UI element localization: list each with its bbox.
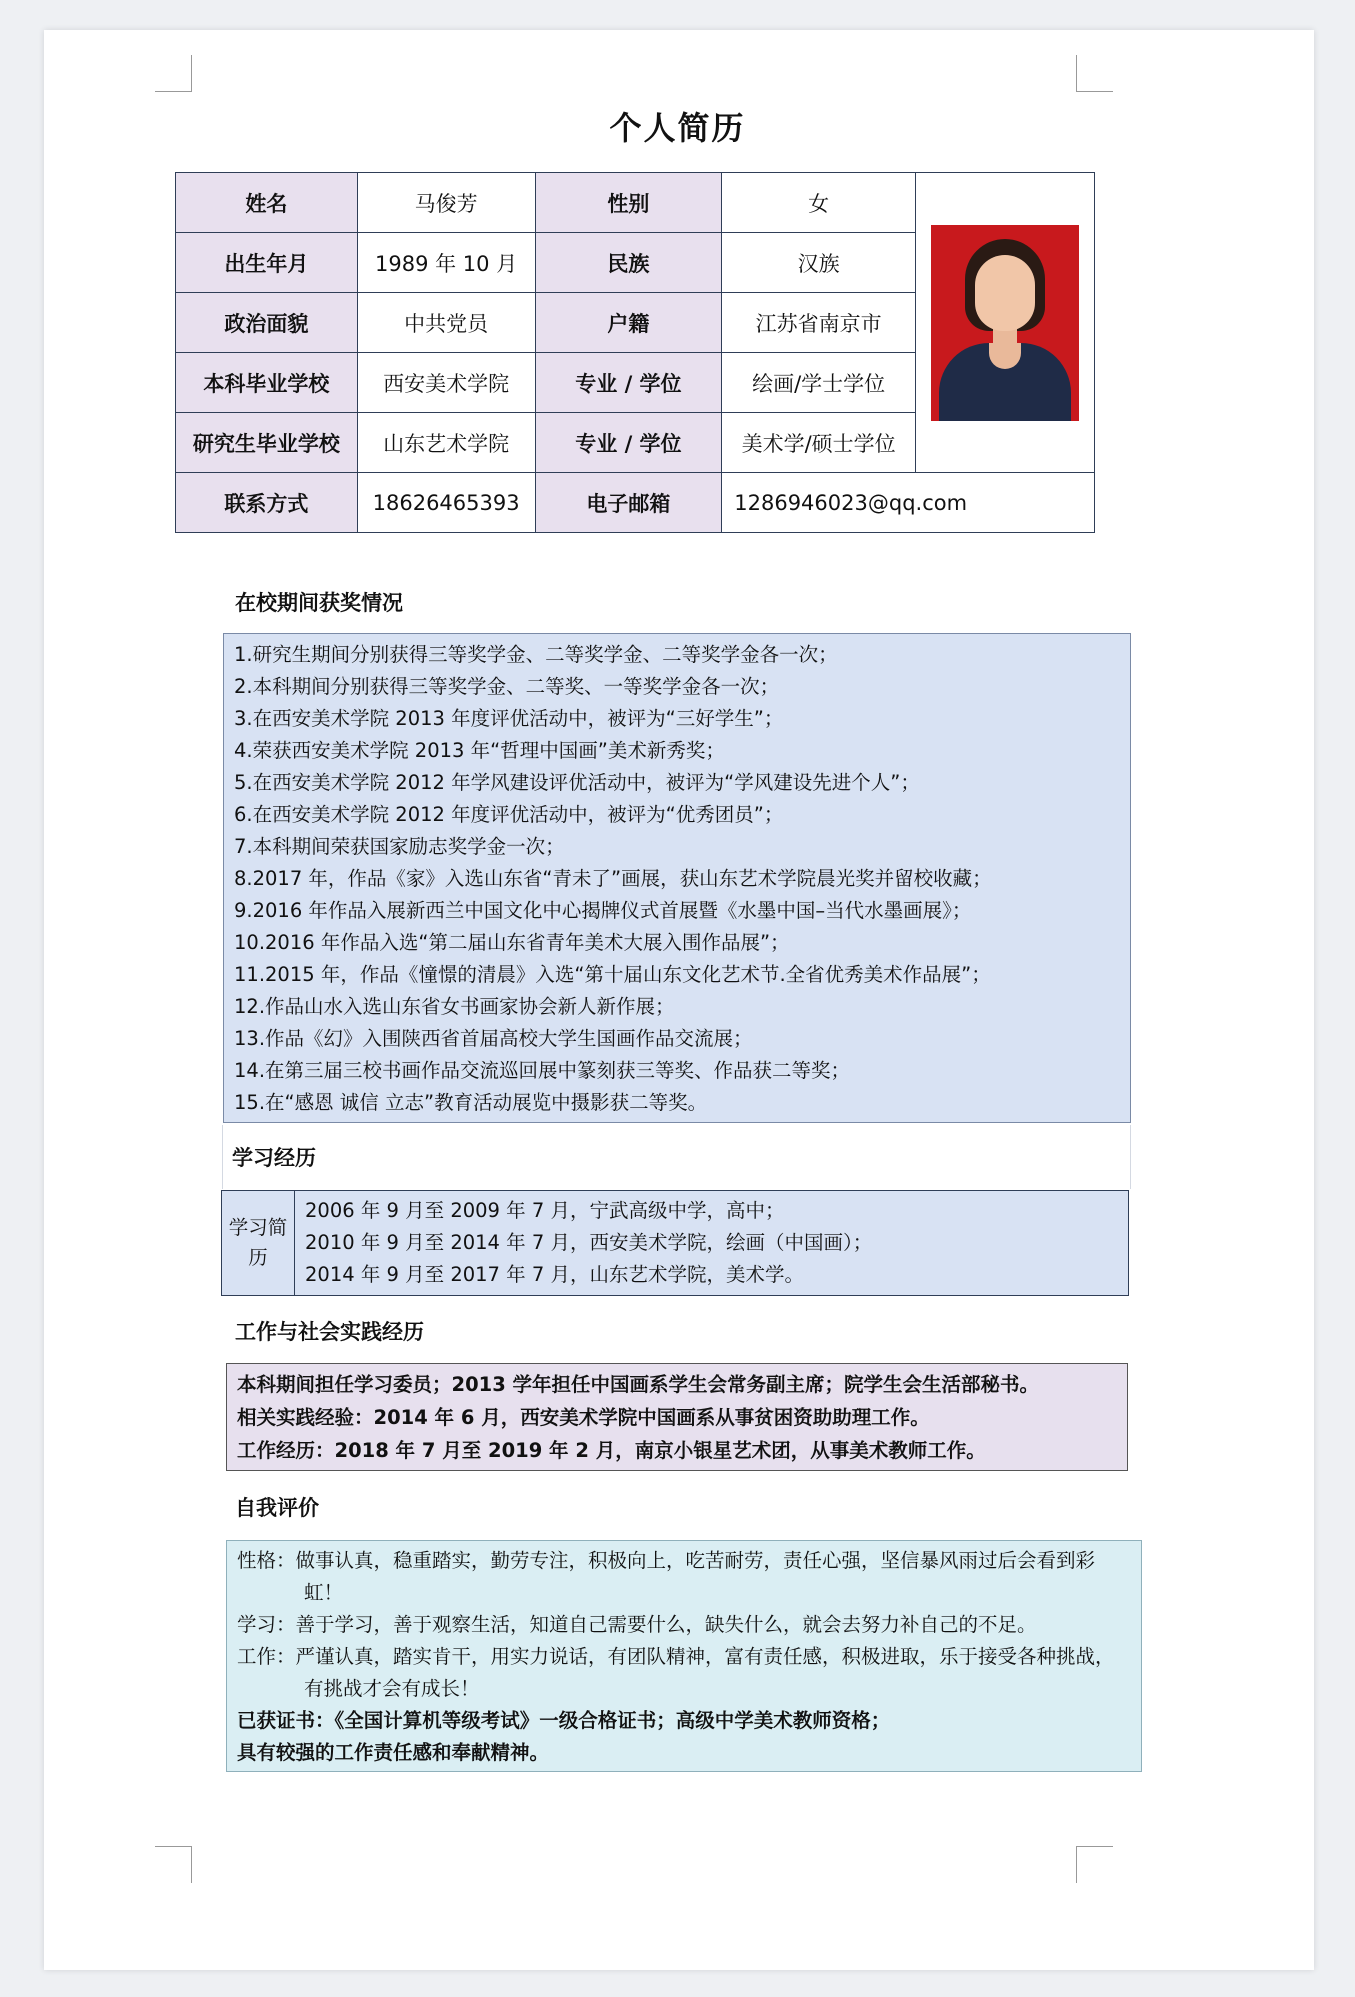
divider: [222, 1125, 223, 1189]
list-item: 15.在“感恩 诚信 立志”教育活动展览中摄影获二等奖。: [234, 1091, 708, 1114]
major2-value: 美术学/硕士学位: [722, 413, 916, 473]
study-section-title: 学习经历: [232, 1146, 316, 1170]
birth-value: 1989 年 10 月: [357, 233, 535, 293]
self-summary: 具有较强的工作责任感和奉献精神。: [237, 1741, 550, 1764]
self-eval-box: [226, 1540, 1142, 1772]
work-line: 本科期间担任学习委员；2013 学年担任中国画系学生会常务副主席；院学生会生活部秘书。: [237, 1373, 1040, 1396]
name-value: 马俊芳: [357, 173, 535, 233]
ethnic-label: 民族: [535, 233, 722, 293]
undergrad-label: 本科毕业学校: [176, 353, 358, 413]
awards-list: [223, 633, 1131, 1123]
divider: [1130, 1125, 1131, 1189]
contact-label: 联系方式: [176, 473, 358, 533]
political-label: 政治面貌: [176, 293, 358, 353]
political-value: 中共党员: [357, 293, 535, 353]
page-title: 个人简历: [609, 109, 746, 147]
list-item: 3.在西安美术学院 2013 年度评优活动中，被评为“三好学生”；: [234, 707, 784, 730]
work-experience-box: [226, 1363, 1128, 1471]
gender-label: 性别: [535, 173, 722, 233]
hukou-value: 江苏省南京市: [722, 293, 916, 353]
list-item: 2.本科期间分别获得三等奖学金、二等奖、一等奖学金各一次；: [234, 675, 780, 698]
hukou-label: 户籍: [535, 293, 722, 353]
list-item: 14.在第三届三校书画作品交流巡回展中篆刻获三等奖、作品获二等奖；: [234, 1059, 851, 1082]
ethnic-value: 汉族: [722, 233, 916, 293]
work-line: 相关实践经验：2014 年 6 月，西安美术学院中国画系从事贫困资助助理工作。: [237, 1406, 930, 1429]
personal-info-table: [175, 172, 1095, 533]
grad-label: 研究生毕业学校: [176, 413, 358, 473]
portrait-photo: [931, 225, 1079, 421]
list-item: 1.研究生期间分别获得三等奖学金、二等奖学金、二等奖学金各一次；: [234, 643, 838, 666]
list-item: 5.在西安美术学院 2012 年学风建设评优活动中，被评为“学风建设先进个人”；: [234, 771, 920, 794]
grad-value: 山东艺术学院: [357, 413, 535, 473]
email-value: 1286946023@qq.com: [722, 473, 1095, 533]
photo-face: [975, 255, 1035, 331]
crop-mark-top-left: [155, 55, 192, 92]
crop-mark-bottom-right: [1076, 1846, 1113, 1883]
self-personality: 性格：做事认真，稳重踏实，勤劳专注，积极向上，吃苦耐劳，责任心强，坚信暴风雨过后会看到彩虹！: [237, 1549, 1096, 1604]
self-work: 工作：严谨认真，踏实肯干，用实力说话，有团队精神，富有责任感，积极进取，乐于接受各种挑战，有挑战才会有成长！: [237, 1645, 1115, 1700]
major1-value: 绘画/学士学位: [722, 353, 916, 413]
study-table: [221, 1190, 1129, 1296]
photo-cell: [916, 173, 1095, 473]
study-line: 2014 年 9 月至 2017 年 7 月，山东艺术学院，美术学。: [305, 1263, 804, 1286]
list-item: 7.本科期间荣获国家励志奖学金一次；: [234, 835, 565, 858]
list-item: 12.作品山水入选山东省女书画家协会新人新作展；: [234, 995, 675, 1018]
list-item: 8.2017 年，作品《家》入选山东省“青未了”画展，获山东艺术学院晨光奖并留校收藏；: [234, 867, 992, 890]
contact-value: 18626465393: [357, 473, 535, 533]
birth-label: 出生年月: [176, 233, 358, 293]
study-line: 2010 年 9 月至 2014 年 7 月，西安美术学院，绘画（中国画）；: [305, 1231, 873, 1254]
crop-mark-top-right: [1076, 55, 1113, 92]
list-item: 13.作品《幻》入围陕西省首届高校大学生国画作品交流展；: [234, 1027, 753, 1050]
name-label: 姓名: [176, 173, 358, 233]
awards-section-title: 在校期间获奖情况: [235, 591, 403, 615]
self-eval-section-title: 自我评价: [235, 1496, 319, 1520]
work-section-title: 工作与社会实践经历: [235, 1320, 424, 1344]
self-certs: 已获证书：《全国计算机等级考试》一级合格证书；高级中学美术教师资格；: [237, 1709, 891, 1732]
list-item: 6.在西安美术学院 2012 年度评优活动中，被评为“优秀团员”；: [234, 803, 784, 826]
undergrad-value: 西安美术学院: [357, 353, 535, 413]
crop-mark-bottom-left: [155, 1846, 192, 1883]
gender-value: 女: [722, 173, 916, 233]
work-line: 工作经历：2018 年 7 月至 2019 年 2 月，南京小银星艺术团，从事美术教师工作。: [237, 1439, 986, 1462]
list-item: 9.2016 年作品入展新西兰中国文化中心揭牌仪式首展暨《水墨中国–当代水墨画展》；: [234, 899, 972, 922]
study-label: 学习简历: [222, 1191, 295, 1296]
list-item: 4.荣获西安美术学院 2013 年“哲理中国画”美术新秀奖；: [234, 739, 725, 762]
major1-label: 专业 / 学位: [535, 353, 722, 413]
list-item: 11.2015 年，作品《憧憬的清晨》入选“第十届山东文化艺术节.全省优秀美术作品展”；: [234, 963, 991, 986]
list-item: 10.2016 年作品入选“第二届山东省青年美术大展入围作品展”；: [234, 931, 790, 954]
email-label: 电子邮箱: [535, 473, 722, 533]
study-line: 2006 年 9 月至 2009 年 7 月，宁武高级中学，高中；: [305, 1199, 785, 1222]
major2-label: 专业 / 学位: [535, 413, 722, 473]
self-study: 学习：善于学习，善于观察生活，知道自己需要什么，缺失什么，就会去努力补自己的不足。: [237, 1613, 1037, 1636]
